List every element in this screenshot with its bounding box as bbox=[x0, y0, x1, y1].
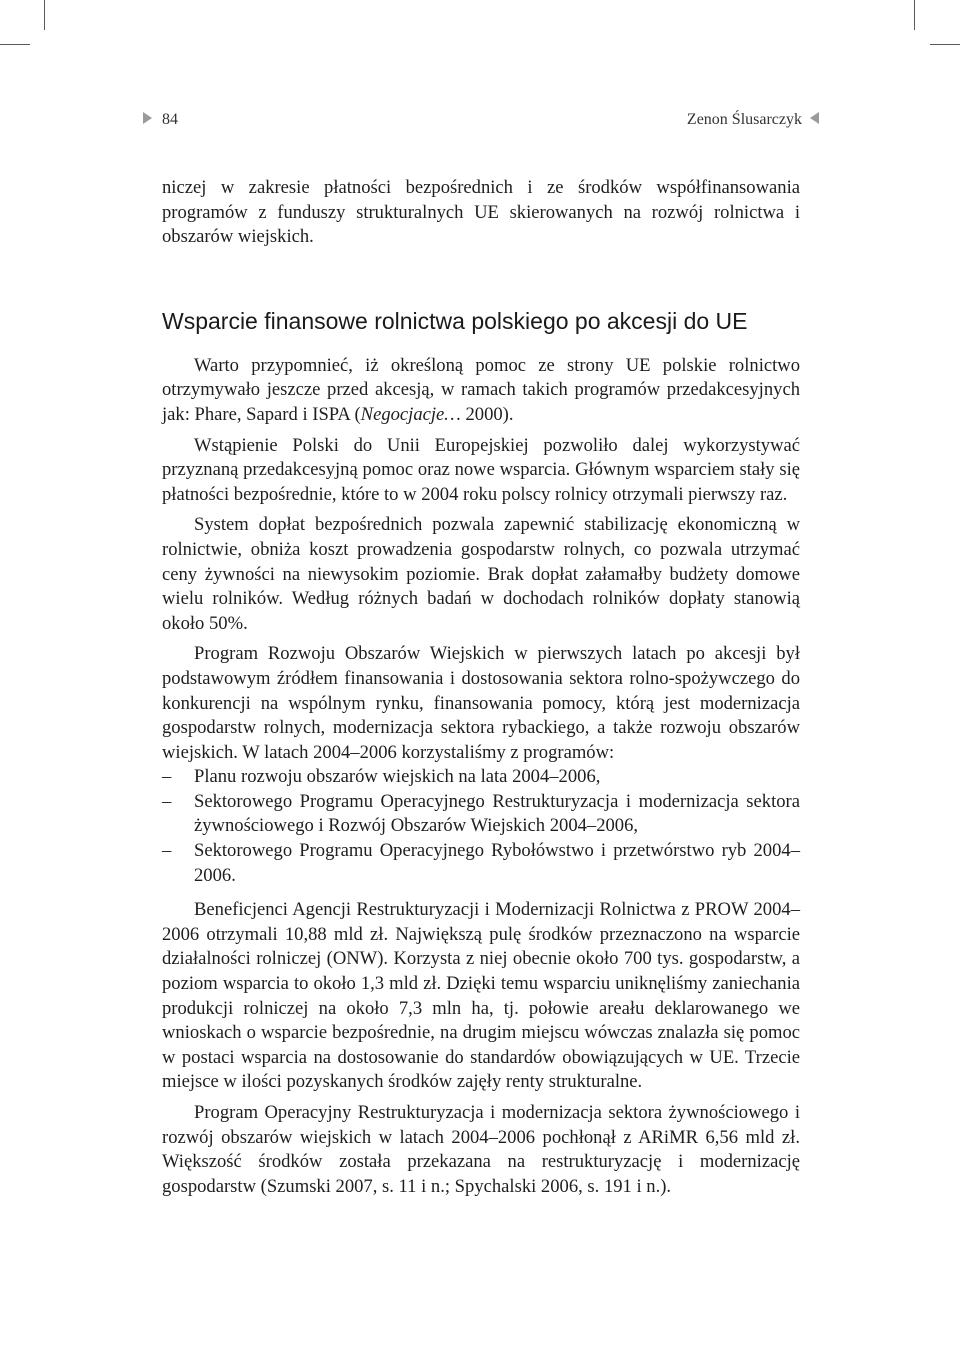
paragraph-1-text: Warto przypomnieć, iż określoną pomoc ze strony UE polskie rolnictwo otrzymywało jeszcze przed akcesją, w ramach takich programów przedakcesyjnych jak: Phare, Sapard i ISPA ( bbox=[162, 354, 800, 425]
paragraph-2: Wstąpienie Polski do Unii Europejskiej pozwoliło dalej wykorzystywać przyznaną przedakcesyjną pomoc oraz nowe wsparcia. Głównym wsparciem stały się płatności bezpośrednie, które to w 2004 roku polscy rolnicy otrzymali pierwszy raz. bbox=[162, 434, 800, 505]
page-number-group bbox=[143, 106, 178, 134]
paragraph-6: Program Operacyjny Restrukturyzacja i modernizacja sektora żywnościowego i rozwój obszarów wiejskich w latach 2004–2006 pochłonął z ARiMR 6,56 mld zł. Większość środków została przekazana na restrukturyzację i modernizację gospodarstw (Szumski 2007, s. 11 i n.; Spychalski 2006, s. 191 i n.). bbox=[162, 1102, 800, 1197]
list-item bbox=[162, 839, 800, 888]
paragraph-1-tail: 2000). bbox=[460, 403, 514, 425]
paragraph-4: Program Rozwoju Obszarów Wiejskich w pierwszych latach po akcesji był podstawowym źródłem finansowania i dostosowania sektora rolno-spożywczego do konkurencji na wspólnym rynku, finansowania pomocy, którą jest modernizacja gospodarstw rolnych, modernizacja sektora rybackiego, a także rozwoju obszarów wiejskich. W latach 2004–2006 korzystaliśmy z programów: bbox=[162, 643, 800, 763]
dash-marker: – bbox=[162, 840, 172, 862]
paragraph-1-italic: Negocjacje… bbox=[360, 403, 461, 425]
running-author: Zenon Ślusarczyk bbox=[686, 111, 802, 128]
list-item-text: Planu rozwoju obszarów wiejskich na lata 2004–2006, bbox=[194, 766, 601, 788]
triangle-left-icon bbox=[810, 112, 819, 124]
crop-mark bbox=[0, 44, 30, 45]
program-list bbox=[162, 765, 800, 888]
list-item bbox=[162, 765, 800, 790]
dash-marker: – bbox=[162, 790, 172, 812]
section-heading: Wsparcie finansowe rolnictwa polskiego po akcesji do UE bbox=[162, 307, 748, 334]
list-item bbox=[162, 790, 800, 839]
crop-mark bbox=[930, 44, 960, 45]
list-item-text: Sektorowego Programu Operacyjnego Restrukturyzacja i modernizacja sektora żywnościowego i Rozwój Obszarów Wiejskich 2004–2006, bbox=[194, 790, 800, 837]
paragraph-5: Beneficjenci Agencji Restrukturyzacji i Modernizacji Rolnictwa z PROW 2004–2006 otrzymali 10,88 mld zł. Największą pulę środków przeznaczono na wsparcie działalności rolniczej (ONW). Korzysta z niej obecnie około 700 tys. gospodarstw, a poziom wsparcia to około 1,3 mld zł. Dzięki temu wsparciu uniknęliśmy zaniechania produkcji rolniczej na około 7,3 mln ha, tj. połowie areału deklarowanego we wnioskach o wsparcie bezpośrednie, na drugim miejscu wówczas znalazła się pomoc w postaci wsparcia na dostosowanie do standardów obowiązujących w UE. Trzecie miejsce w ilości pozyskanych środków zajęły renty strukturalne. bbox=[162, 899, 800, 1093]
list-item-text: Sektorowego Programu Operacyjnego Rybołówstwo i przetwórstwo ryb 2004–2006. bbox=[194, 840, 800, 886]
intro-paragraph: niczej w zakresie płatności bezpośrednich i ze środków współfinansowania programów z funduszy strukturalnych UE skierowanych na rozwój rolnictwa i obszarów wiejskich. bbox=[162, 177, 800, 248]
crop-mark bbox=[914, 0, 915, 30]
paragraph-1 bbox=[162, 354, 800, 428]
triangle-right-icon bbox=[143, 112, 152, 124]
author-group bbox=[687, 106, 819, 134]
running-header bbox=[143, 106, 819, 134]
page-number: 84 bbox=[162, 111, 178, 128]
crop-mark bbox=[44, 0, 45, 30]
page-body bbox=[162, 176, 800, 1205]
dash-marker: – bbox=[162, 766, 172, 788]
paragraph-3: System dopłat bezpośrednich pozwala zapewnić stabilizację ekonomiczną w rolnictwie, obniża koszt prowadzenia gospodarstw rolnych, co pozwala utrzymać ceny żywności na niewysokim poziomie. Brak dopłat załamałby budżety domowe wielu rolników. Według różnych badań w dochodach rolników dopłaty stanowią około 50%. bbox=[162, 514, 800, 634]
